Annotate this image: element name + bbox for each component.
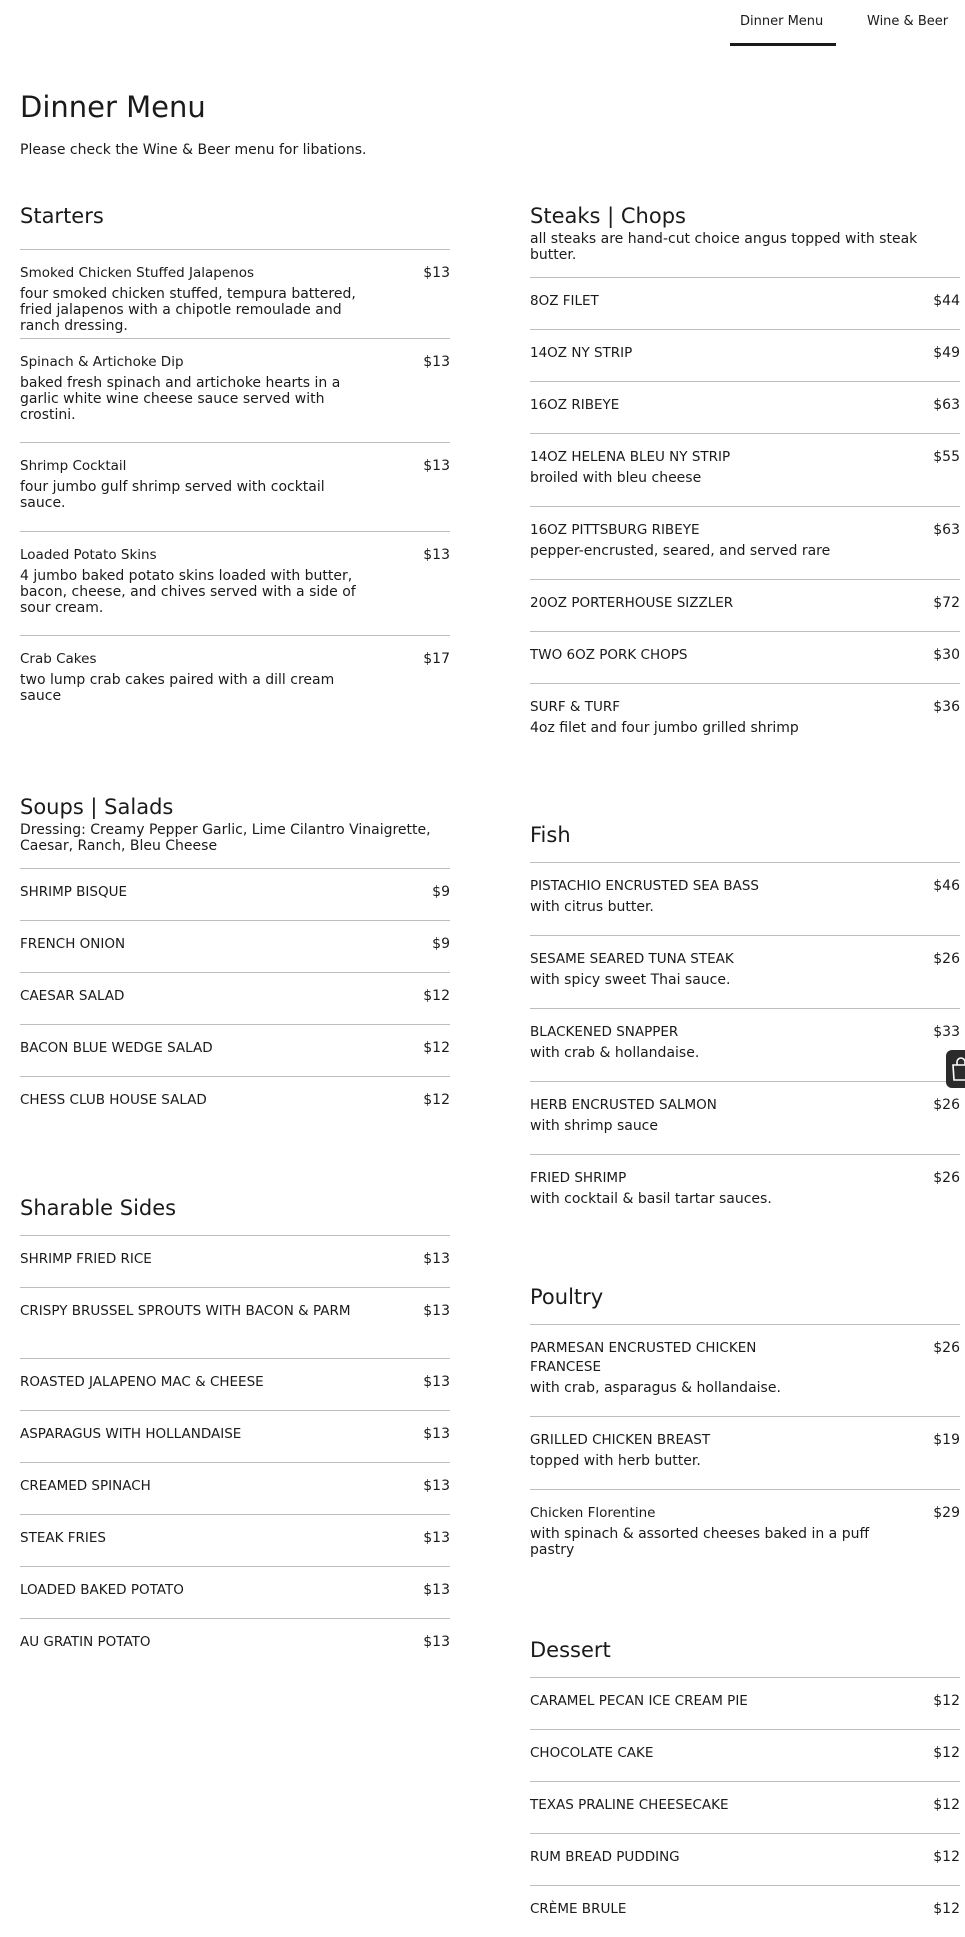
menu-item — [20, 338, 450, 442]
item-price: $26 — [933, 1170, 960, 1186]
menu-item — [530, 1416, 960, 1489]
item-price: $49 — [933, 345, 960, 361]
item-price: $13 — [423, 547, 450, 563]
menu-item — [530, 277, 960, 329]
item-name: SHRIMP BISQUE — [20, 884, 128, 900]
menu-item — [530, 1008, 960, 1081]
item-price: $17 — [423, 651, 450, 667]
shopping-bag-icon — [950, 1056, 965, 1082]
page-title: Dinner Menu — [20, 90, 206, 124]
item-name: Shrimp Cocktail — [20, 458, 127, 474]
item-price: $13 — [423, 1530, 450, 1546]
item-list — [530, 1324, 960, 1578]
item-price: $12 — [423, 988, 450, 1004]
menu-item — [530, 1677, 960, 1729]
item-price: $26 — [933, 951, 960, 967]
menu-item — [20, 972, 450, 1024]
tab-wine-beer[interactable]: Wine & Beer — [867, 14, 949, 29]
menu-item — [530, 433, 960, 506]
item-name: PARMESAN ENCRUSTED CHICKEN FRANCESE — [530, 1340, 757, 1375]
menu-item — [20, 1358, 450, 1410]
item-name: TEXAS PRALINE CHEESECAKE — [530, 1797, 729, 1813]
item-name: FRENCH ONION — [20, 936, 126, 952]
menu-item — [530, 1489, 960, 1578]
item-description: 4oz filet and four jumbo grilled shrimp — [530, 720, 799, 736]
menu-item — [530, 1081, 960, 1154]
menu-item — [20, 531, 450, 635]
item-description: with cocktail & basil tartar sauces. — [530, 1191, 772, 1207]
item-name: FRIED SHRIMP — [530, 1170, 627, 1186]
item-price: $12 — [933, 1849, 960, 1865]
item-price: $13 — [423, 1251, 450, 1267]
item-price: $72 — [933, 595, 960, 611]
menu-item — [530, 1833, 960, 1885]
menu-item — [20, 1410, 450, 1462]
item-price: $13 — [423, 1426, 450, 1442]
item-description: baked fresh spinach and artichoke hearts in a garlic white wine cheese sauce served with crostini. — [20, 375, 341, 423]
menu-item — [530, 862, 960, 935]
menu-item — [20, 1024, 450, 1076]
item-description: with spinach & assorted cheeses baked in a puff pastry — [530, 1526, 870, 1558]
page-note: Please check the Wine & Beer menu for libations. — [20, 142, 367, 158]
section-sharable-sides — [20, 1195, 450, 1670]
item-description: four smoked chicken stuffed, tempura battered, fried jalapenos with a chipotle remoulade and ranch dressing. — [20, 286, 356, 334]
menu-item — [20, 1235, 450, 1287]
item-description: broiled with bleu cheese — [530, 470, 702, 486]
item-price: $26 — [933, 1340, 960, 1356]
item-name: CAESAR SALAD — [20, 988, 125, 1004]
item-name: BACON BLUE WEDGE SALAD — [20, 1040, 213, 1056]
item-price: $13 — [423, 1634, 450, 1650]
item-price: $63 — [933, 522, 960, 538]
item-description: topped with herb butter. — [530, 1453, 701, 1469]
item-price: $9 — [432, 884, 450, 900]
menu-item — [20, 1618, 450, 1670]
item-name: SHRIMP FRIED RICE — [20, 1251, 152, 1267]
menu-tabs — [0, 0, 965, 48]
item-price: $13 — [423, 1478, 450, 1494]
item-price: $9 — [432, 936, 450, 952]
item-name: CHESS CLUB HOUSE SALAD — [20, 1092, 207, 1108]
item-name: BLACKENED SNAPPER — [530, 1024, 679, 1040]
cart-button[interactable] — [946, 1050, 965, 1088]
section-title: Steaks | Chops — [530, 204, 686, 228]
item-list — [530, 1677, 960, 1937]
item-name: Loaded Potato Skins — [20, 547, 157, 563]
section-dessert — [530, 1637, 960, 1937]
item-price: $12 — [933, 1745, 960, 1761]
item-name: ASPARAGUS WITH HOLLANDAISE — [20, 1426, 242, 1442]
item-name: TWO 6OZ PORK CHOPS — [530, 647, 688, 663]
item-name: CRISPY BRUSSEL SPROUTS WITH BACON & PARM — [20, 1303, 351, 1319]
menu-item — [530, 381, 960, 433]
menu-item — [20, 1462, 450, 1514]
item-name: Smoked Chicken Stuffed Jalapenos — [20, 265, 255, 281]
item-name: SURF & TURF — [530, 699, 620, 715]
item-price: $13 — [423, 458, 450, 474]
section-description: Dressing: Creamy Pepper Garlic, Lime Cilantro Vinaigrette, Caesar, Ranch, Bleu Cheese — [20, 822, 431, 854]
item-price: $19 — [933, 1432, 960, 1448]
section-title: Dessert — [530, 1638, 611, 1662]
item-price: $13 — [423, 1374, 450, 1390]
item-name: 8OZ FILET — [530, 293, 599, 309]
menu-item — [20, 635, 450, 718]
active-tab-indicator — [730, 43, 836, 46]
item-price: $46 — [933, 878, 960, 894]
item-name: Spinach & Artichoke Dip — [20, 354, 184, 370]
section-steaks-chops — [530, 203, 960, 756]
menu-item — [530, 329, 960, 381]
item-description: pepper-encrusted, seared, and served rare — [530, 543, 831, 559]
item-name: RUM BREAD PUDDING — [530, 1849, 680, 1865]
item-description: with spicy sweet Thai sauce. — [530, 972, 731, 988]
section-title: Fish — [530, 823, 571, 847]
item-price: $12 — [423, 1092, 450, 1108]
menu-item — [530, 1324, 960, 1416]
item-name: STEAK FRIES — [20, 1530, 106, 1546]
item-name: LOADED BAKED POTATO — [20, 1582, 184, 1598]
menu-item — [530, 683, 960, 756]
item-name: SESAME SEARED TUNA STEAK — [530, 951, 734, 967]
item-price: $12 — [933, 1797, 960, 1813]
menu-item — [530, 1154, 960, 1227]
menu-item — [20, 1514, 450, 1566]
item-name: CRÈME BRULE — [530, 1901, 627, 1917]
menu-item — [530, 1781, 960, 1833]
menu-item — [530, 935, 960, 1008]
item-price: $63 — [933, 397, 960, 413]
section-title: Starters — [20, 204, 104, 228]
item-price: $12 — [933, 1693, 960, 1709]
item-name: 14OZ NY STRIP — [530, 345, 633, 361]
menu-item — [20, 1287, 450, 1358]
menu-item — [20, 1076, 450, 1128]
tab-dinner-menu[interactable]: Dinner Menu — [740, 14, 824, 29]
section-starters — [20, 203, 450, 718]
menu-item — [20, 1566, 450, 1618]
item-name: PISTACHIO ENCRUSTED SEA BASS — [530, 878, 759, 894]
item-price: $33 — [933, 1024, 960, 1040]
item-name: ROASTED JALAPENO MAC & CHEESE — [20, 1374, 264, 1390]
item-price: $26 — [933, 1097, 960, 1113]
item-list — [20, 868, 450, 1128]
item-price: $12 — [423, 1040, 450, 1056]
item-name: CARAMEL PECAN ICE CREAM PIE — [530, 1693, 748, 1709]
menu-item — [530, 506, 960, 579]
item-description: four jumbo gulf shrimp served with cocktail sauce. — [20, 479, 325, 511]
item-description: 4 jumbo baked potato skins loaded with butter, bacon, cheese, and chives served with a side of sour cream. — [20, 568, 356, 616]
menu-item — [20, 249, 450, 338]
menu-item — [20, 920, 450, 972]
item-name: CREAMED SPINACH — [20, 1478, 151, 1494]
item-price: $13 — [423, 1582, 450, 1598]
item-list — [20, 1235, 450, 1670]
item-price: $44 — [933, 293, 960, 309]
section-fish — [530, 822, 960, 1227]
item-description: with citrus butter. — [530, 899, 654, 915]
section-title: Sharable Sides — [20, 1196, 177, 1220]
item-price: $12 — [933, 1901, 960, 1917]
item-list — [530, 277, 960, 756]
item-name: Crab Cakes — [20, 651, 97, 667]
item-price: $13 — [423, 354, 450, 370]
item-price: $30 — [933, 647, 960, 663]
menu-item — [20, 868, 450, 920]
section-title: Poultry — [530, 1285, 604, 1309]
menu-item — [530, 579, 960, 631]
item-price: $29 — [933, 1505, 960, 1521]
menu-item — [20, 442, 450, 531]
item-name: 14OZ HELENA BLEU NY STRIP — [530, 449, 731, 465]
item-name: HERB ENCRUSTED SALMON — [530, 1097, 717, 1113]
section-title: Soups | Salads — [20, 795, 174, 819]
item-list — [20, 249, 450, 718]
section-description: all steaks are hand-cut choice angus topped with steak butter. — [530, 231, 918, 263]
item-name: 16OZ RIBEYE — [530, 397, 620, 413]
item-price: $55 — [933, 449, 960, 465]
section-soups-salads — [20, 794, 450, 1128]
item-price: $13 — [423, 265, 450, 281]
item-name: Chicken Florentine — [530, 1505, 656, 1521]
menu-item — [530, 1885, 960, 1937]
item-description: with crab, asparagus & hollandaise. — [530, 1380, 781, 1396]
item-name: CHOCOLATE CAKE — [530, 1745, 654, 1761]
item-name: GRILLED CHICKEN BREAST — [530, 1432, 711, 1448]
item-name: AU GRATIN POTATO — [20, 1634, 151, 1650]
menu-item — [530, 1729, 960, 1781]
item-price: $13 — [423, 1303, 450, 1319]
item-description: two lump crab cakes paired with a dill cream sauce — [20, 672, 335, 704]
section-poultry — [530, 1284, 960, 1578]
item-list — [530, 862, 960, 1227]
item-name: 20OZ PORTERHOUSE SIZZLER — [530, 595, 734, 611]
menu-item — [530, 631, 960, 683]
item-name: 16OZ PITTSBURG RIBEYE — [530, 522, 700, 538]
item-description: with crab & hollandaise. — [530, 1045, 700, 1061]
item-description: with shrimp sauce — [530, 1118, 658, 1134]
item-price: $36 — [933, 699, 960, 715]
